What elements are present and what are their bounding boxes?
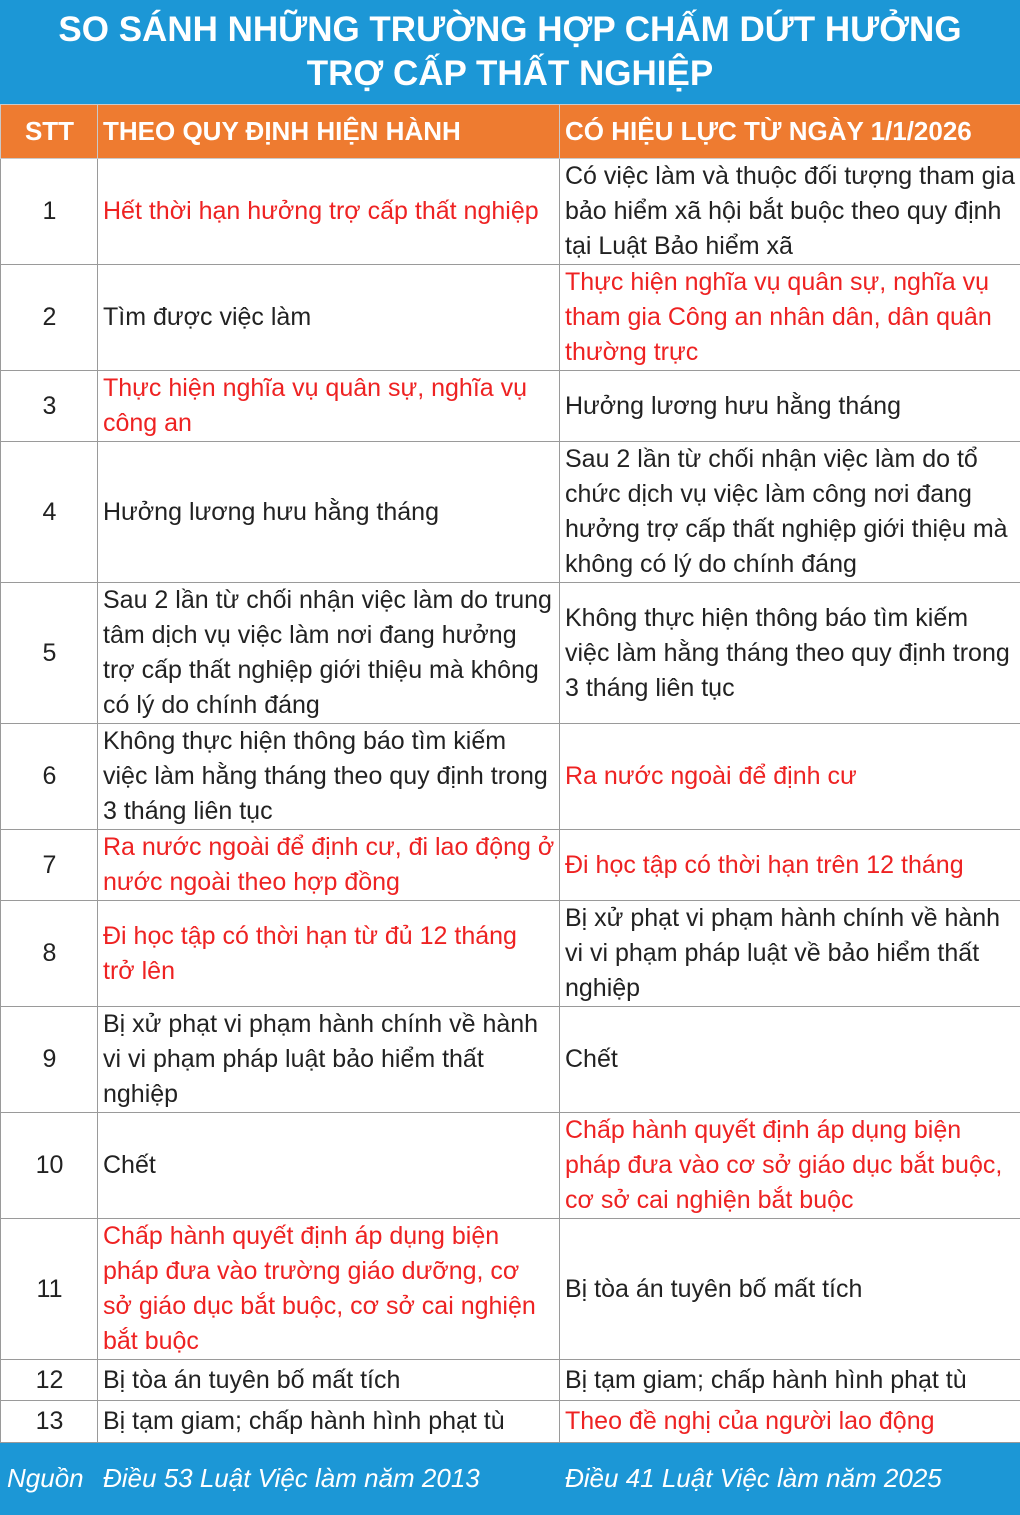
row-effective: Bị tòa án tuyên bố mất tích xyxy=(560,1219,1020,1360)
row-current: Hết thời hạn hưởng trợ cấp thất nghiệp xyxy=(98,159,560,265)
row-effective: Hưởng lương hưu hằng tháng xyxy=(560,371,1020,442)
row-stt: 10 xyxy=(1,1113,98,1219)
row-effective: Bị tạm giam; chấp hành hình phạt tù xyxy=(560,1360,1020,1401)
table-row xyxy=(1,1219,1020,1360)
row-current: Bị tòa án tuyên bố mất tích xyxy=(98,1360,560,1401)
row-effective: Ra nước ngoài để định cư xyxy=(560,724,1020,830)
row-current: Bị tạm giam; chấp hành hình phạt tù xyxy=(98,1401,560,1443)
row-current: Tìm được việc làm xyxy=(98,265,560,371)
row-effective: Không thực hiện thông báo tìm kiếm việc làm hằng tháng theo quy định trong 3 tháng liên tục xyxy=(560,583,1020,724)
table-row xyxy=(1,159,1020,265)
row-stt: 13 xyxy=(1,1401,98,1443)
row-stt: 11 xyxy=(1,1219,98,1360)
header-row xyxy=(1,105,1020,159)
source-label: Nguồn xyxy=(1,1443,98,1515)
row-stt: 6 xyxy=(1,724,98,830)
table-row xyxy=(1,371,1020,442)
table-row xyxy=(1,442,1020,583)
table-row xyxy=(1,583,1020,724)
source-effective: Điều 41 Luật Việc làm năm 2025 xyxy=(560,1443,1020,1515)
header-stt: STT xyxy=(1,105,98,159)
row-stt: 4 xyxy=(1,442,98,583)
header-current: THEO QUY ĐỊNH HIỆN HÀNH xyxy=(98,105,560,159)
page-title xyxy=(0,0,1020,104)
row-effective: Chết xyxy=(560,1007,1020,1113)
row-stt: 7 xyxy=(1,830,98,901)
row-stt: 3 xyxy=(1,371,98,442)
row-current: Ra nước ngoài để định cư, đi lao động ở nước ngoài theo hợp đồng xyxy=(98,830,560,901)
row-current: Chấp hành quyết định áp dụng biện pháp đưa vào trường giáo dưỡng, cơ sở giáo dục bắt buộc, cơ sở cai nghiện bắt buộc xyxy=(98,1219,560,1360)
source-row xyxy=(1,1443,1020,1515)
row-effective: Theo đề nghị của người lao động xyxy=(560,1401,1020,1443)
row-stt: 12 xyxy=(1,1360,98,1401)
source-current: Điều 53 Luật Việc làm năm 2013 xyxy=(98,1443,560,1515)
row-stt: 9 xyxy=(1,1007,98,1113)
row-effective: Thực hiện nghĩa vụ quân sự, nghĩa vụ tham gia Công an nhân dân, dân quân thường trực xyxy=(560,265,1020,371)
comparison-table xyxy=(0,104,1020,1515)
row-effective: Đi học tập có thời hạn trên 12 tháng xyxy=(560,830,1020,901)
row-current: Đi học tập có thời hạn từ đủ 12 tháng trở lên xyxy=(98,901,560,1007)
row-effective: Sau 2 lần từ chối nhận việc làm do tổ chức dịch vụ việc làm công nơi đang hưởng trợ cấp thất nghiệp giới thiệu mà không có lý do chính đáng xyxy=(560,442,1020,583)
table-row xyxy=(1,1007,1020,1113)
row-stt: 8 xyxy=(1,901,98,1007)
table-row xyxy=(1,1401,1020,1443)
row-effective: Có việc làm và thuộc đối tượng tham gia bảo hiểm xã hội bắt buộc theo quy định tại Luật Bảo hiểm xã xyxy=(560,159,1020,265)
row-effective: Chấp hành quyết định áp dụng biện pháp đưa vào cơ sở giáo dục bắt buộc, cơ sở cai nghiện bắt buộc xyxy=(560,1113,1020,1219)
table-row xyxy=(1,901,1020,1007)
title-line-2: TRỢ CẤP THẤT NGHIỆP xyxy=(0,52,1020,96)
row-stt: 5 xyxy=(1,583,98,724)
header-effective: CÓ HIỆU LỰC TỪ NGÀY 1/1/2026 xyxy=(560,105,1020,159)
title-line-1: SO SÁNH NHỮNG TRƯỜNG HỢP CHẤM DỨT HƯỞNG xyxy=(0,8,1020,52)
row-effective: Bị xử phạt vi phạm hành chính về hành vi vi phạm pháp luật về bảo hiểm thất nghiệp xyxy=(560,901,1020,1007)
row-stt: 1 xyxy=(1,159,98,265)
row-current: Bị xử phạt vi phạm hành chính về hành vi vi phạm pháp luật bảo hiểm thất nghiệp xyxy=(98,1007,560,1113)
table-row xyxy=(1,1360,1020,1401)
row-current: Sau 2 lần từ chối nhận việc làm do trung tâm dịch vụ việc làm nơi đang hưởng trợ cấp thất nghiệp giới thiệu mà không có lý do chính đáng xyxy=(98,583,560,724)
table-row xyxy=(1,724,1020,830)
row-current: Không thực hiện thông báo tìm kiếm việc làm hằng tháng theo quy định trong 3 tháng liên tục xyxy=(98,724,560,830)
row-current: Thực hiện nghĩa vụ quân sự, nghĩa vụ công an xyxy=(98,371,560,442)
row-stt: 2 xyxy=(1,265,98,371)
table-row xyxy=(1,830,1020,901)
row-current: Hưởng lương hưu hằng tháng xyxy=(98,442,560,583)
row-current: Chết xyxy=(98,1113,560,1219)
table-row xyxy=(1,1113,1020,1219)
table-row xyxy=(1,265,1020,371)
